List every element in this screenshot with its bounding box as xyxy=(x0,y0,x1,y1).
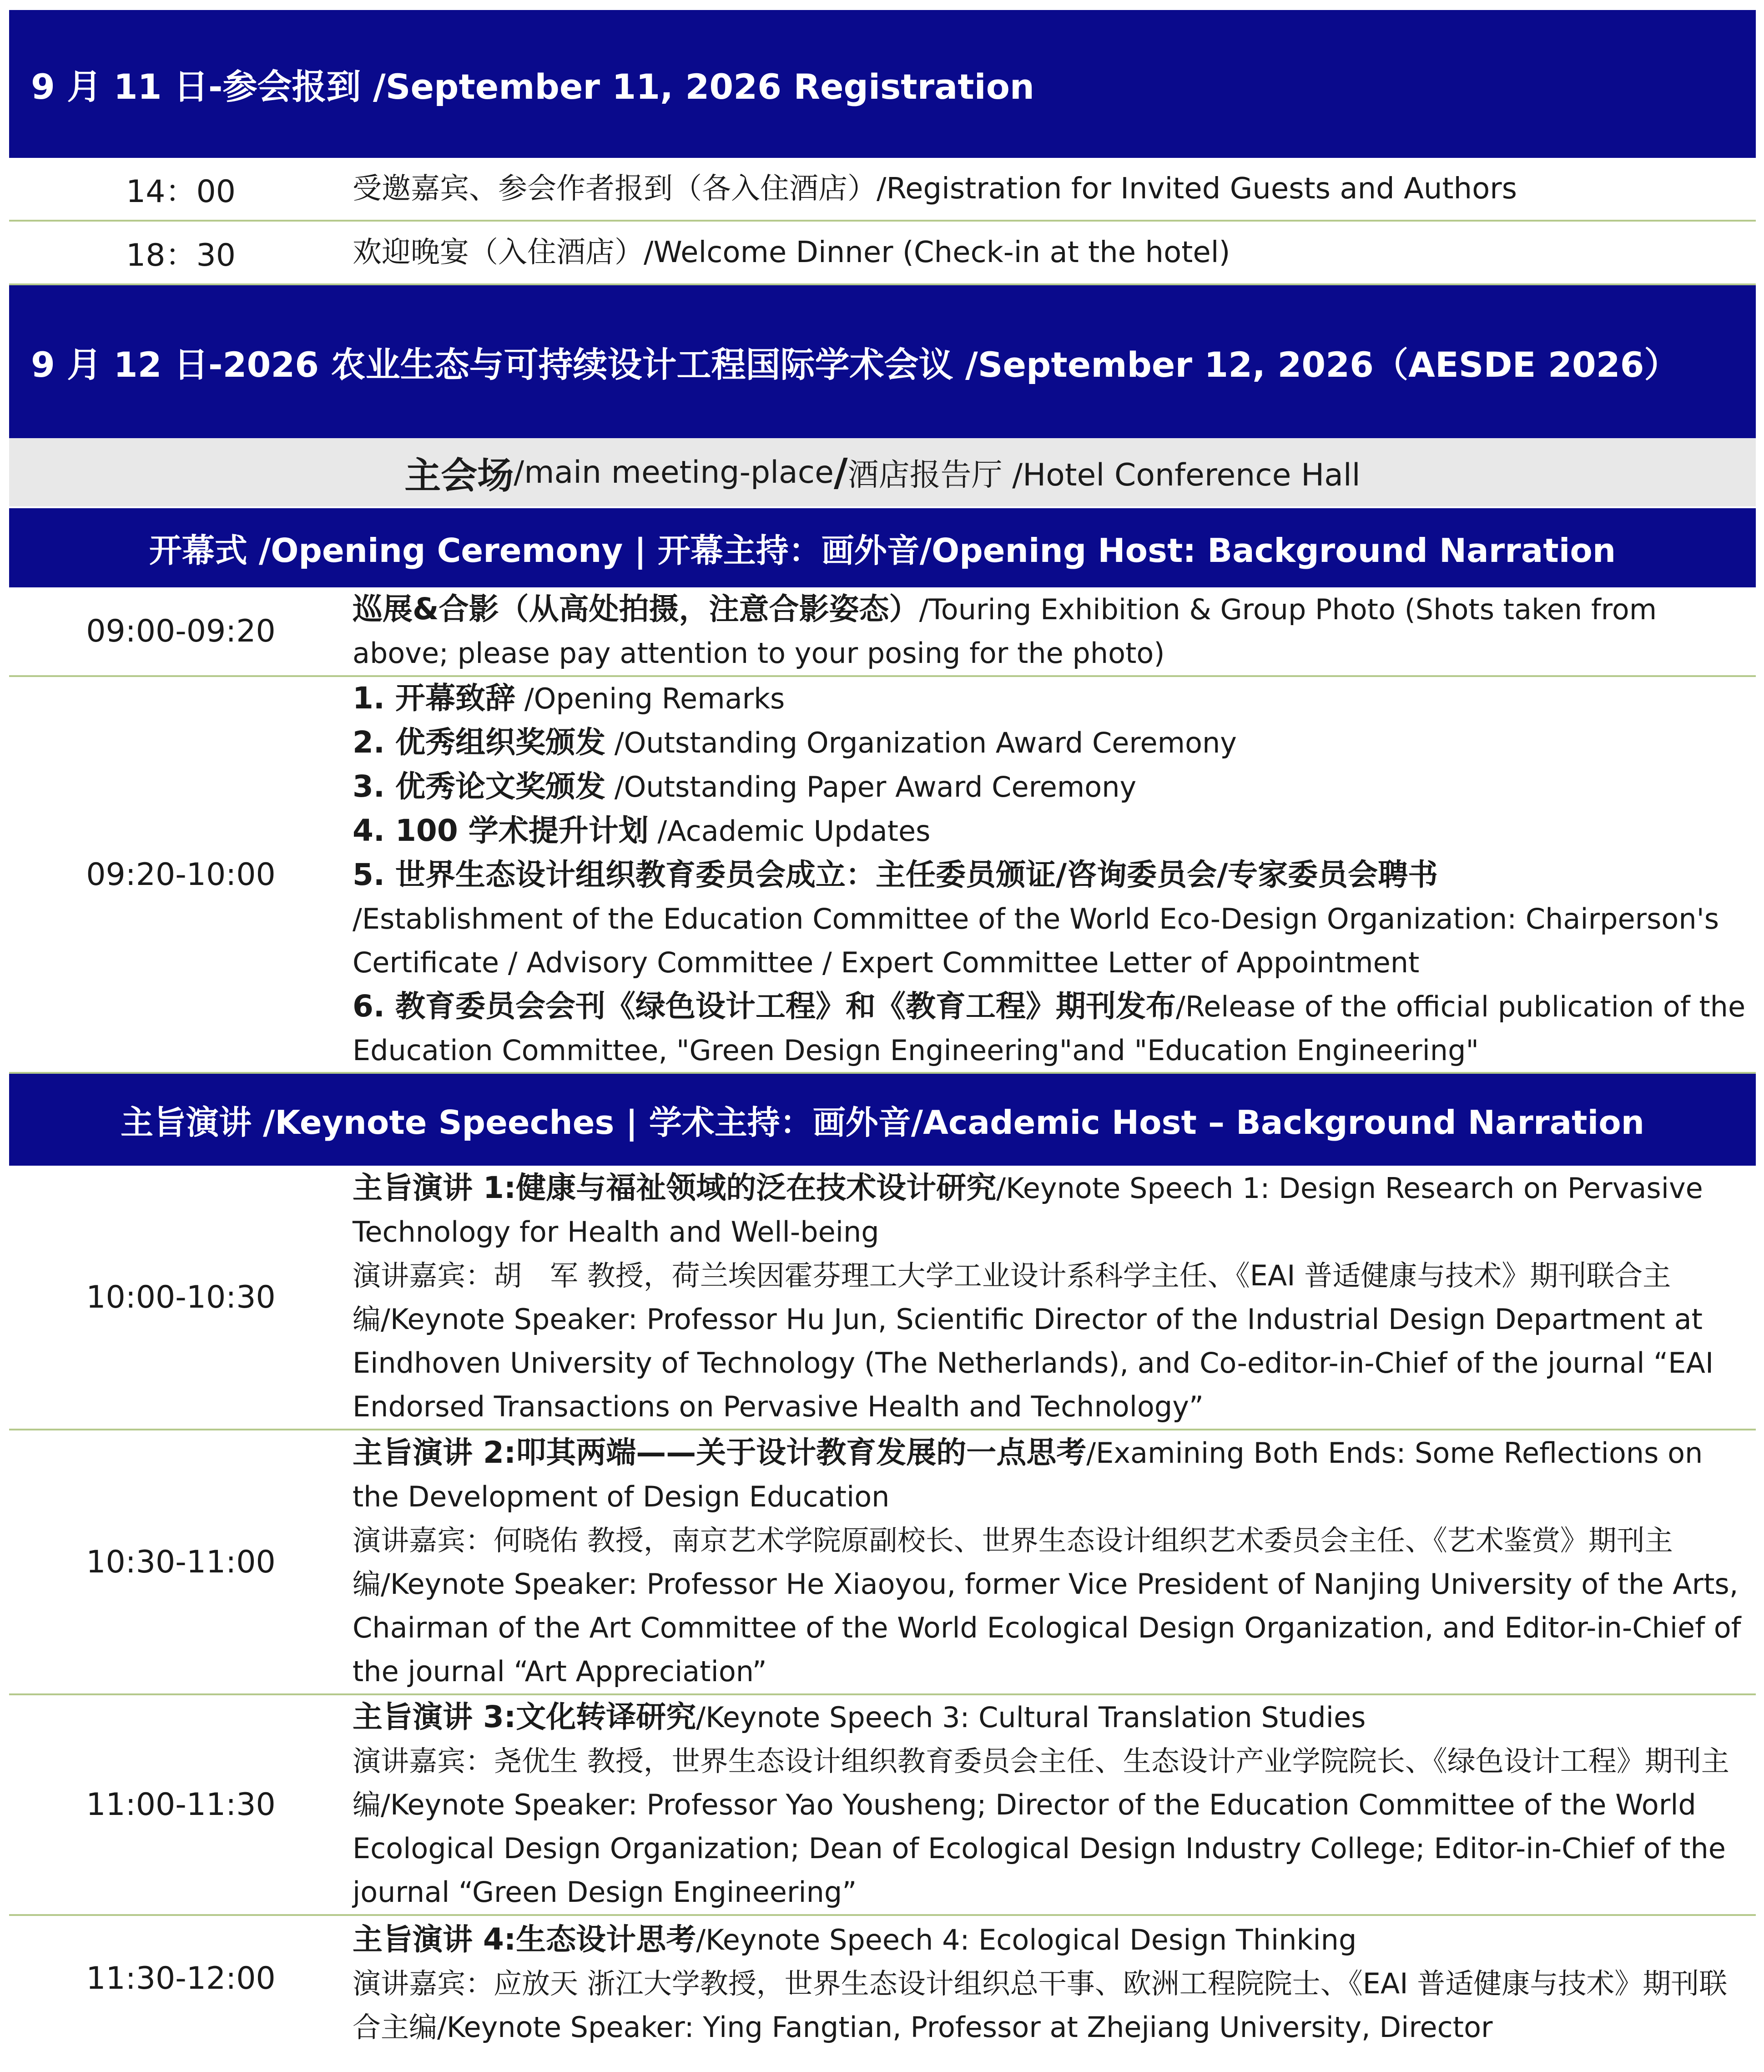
row-content: 欢迎晚宴（入住酒店）/Welcome Dinner (Check-in at the hotel) xyxy=(353,236,1230,269)
item-title: 2. 优秀组织奖颁发 xyxy=(353,725,605,760)
item-text: /Outstanding Organization Award Ceremony xyxy=(605,726,1237,759)
day2-header xyxy=(9,285,1756,438)
schedule-row xyxy=(9,158,1756,222)
row-time: 10:30-11:00 xyxy=(86,1544,276,1580)
schedule-row xyxy=(9,677,1756,1074)
row-content xyxy=(353,1431,1756,1693)
row-time: 11:30-12:00 xyxy=(86,1961,276,1996)
row-content xyxy=(353,1166,1756,1429)
opening-header-text: 开幕式 /Opening Ceremony | 开幕主持：画外音/Opening Host: Background Narration xyxy=(149,531,1616,570)
item-title: 3. 优秀论文奖颁发 xyxy=(353,769,605,804)
item-title: 1. 开幕致辞 xyxy=(353,681,515,716)
schedule-row xyxy=(9,222,1756,285)
list-item xyxy=(353,765,1747,809)
keynote-section-header xyxy=(9,1074,1756,1166)
venue-en: /main meeting-place xyxy=(514,454,834,490)
list-item xyxy=(353,809,1747,853)
row-content: 受邀嘉宾、参会作者报到（各入住酒店）/Registration for Invited Guests and Authors xyxy=(353,172,1517,206)
keynote-title: 主旨演讲 4:生态设计思考 xyxy=(353,1922,696,1957)
keynote-title: 主旨演讲 3:文化转译研究 xyxy=(353,1699,696,1734)
row-content xyxy=(353,1916,1756,2049)
list-item xyxy=(353,677,1747,721)
keynote-title-en: /Examining Both Ends: Some Reflections on the Development of Design Education xyxy=(353,1436,1703,1513)
venue-label: 主会场 xyxy=(404,454,514,497)
row-time: 14：00 xyxy=(126,173,236,210)
keynote-title: 主旨演讲 1:健康与福祉领域的泛在技术设计研究 xyxy=(353,1170,997,1205)
item-title: 4. 100 学术提升计划 xyxy=(353,813,649,848)
day1-header xyxy=(9,10,1756,158)
item-text: /Release of the official publication of the Education Committee, "Green Design Engineering"and "Education Engineering" xyxy=(353,990,1746,1067)
row-title-en: /Touring Exhibition & Group Photo (Shots taken from above; please pay attention to your posing for the photo) xyxy=(353,593,1657,670)
venue-location: 酒店报告厅 /Hotel Conference Hall xyxy=(847,457,1361,493)
keynote-title-en: /Keynote Speech 3: Cultural Translation Studies xyxy=(696,1701,1366,1734)
row-content xyxy=(353,1695,1756,1914)
schedule-row xyxy=(9,1916,1756,2052)
schedule-row xyxy=(9,1430,1756,1695)
venue-bar xyxy=(9,438,1756,508)
row-time: 11:00-11:30 xyxy=(86,1787,276,1823)
row-title: 巡展&合影（从高处拍摄，注意合影姿态） xyxy=(353,591,919,627)
keynote-speaker: 演讲嘉宾：何晓佑 教授，南京艺术学院原副校长、世界生态设计组织艺术委员会主任、《艺术鉴赏》期刊主编/Keynote Speaker: Professor He Xiaoyou, former Vice President of Nanjing University of the Arts, Chairman of the Art Committee of the World Ecological Design Organization, and Editor-in-Chief of the journal “Art Appreciation” xyxy=(353,1523,1741,1688)
day1-header-text: 9 月 11 日-参会报到 /September 11, 2026 Registration xyxy=(31,66,1035,107)
keynote-speaker: 演讲嘉宾：胡 军 教授，荷兰埃因霍芬理工大学工业设计系科学主任、《EAI 普适健康与技术》期刊联合主编/Keynote Speaker: Professor Hu Jun, Scientific Director of the Industrial Design Department at Eindhoven University of Technology (The Netherlands), and Co-editor-in-Chief of the journal “EAI Endorsed Transactions on Pervasive Health and Technology” xyxy=(353,1258,1714,1423)
keynote-header-text: 主旨演讲 /Keynote Speeches | 学术主持：画外音/Academic Host – Background Narration xyxy=(121,1103,1644,1142)
row-time: 10:00-10:30 xyxy=(86,1279,276,1315)
row-time: 09:00-09:20 xyxy=(86,613,276,649)
schedule-row xyxy=(9,1695,1756,1916)
list-item xyxy=(353,985,1747,1072)
opening-section-header xyxy=(9,508,1756,587)
item-title: 6. 教育委员会会刊《绿色设计工程》和《教育工程》期刊发布 xyxy=(353,989,1176,1024)
keynote-title-en: /Keynote Speech 1: Design Research on Pervasive Technology for Health and Well-being xyxy=(353,1171,1703,1248)
keynote-title: 主旨演讲 2:叩其两端——关于设计教育发展的一点思考 xyxy=(353,1435,1087,1470)
item-text: /Academic Updates xyxy=(648,814,931,848)
item-title: 5. 世界生态设计组织教育委员会成立：主任委员颁证/咨询委员会/专家委员会聘书 xyxy=(353,857,1438,892)
venue-slash: / xyxy=(833,450,848,495)
row-time: 18：30 xyxy=(126,237,236,273)
row-content xyxy=(353,677,1756,1072)
item-text: /Establishment of the Education Committee of the World Eco-Design Organization: Chairperson's Certificate / Advisory Committee / Expert Committee Letter of Appointment xyxy=(353,902,1719,979)
list-item xyxy=(353,853,1747,985)
agenda-page xyxy=(9,10,1756,2052)
schedule-row xyxy=(9,1166,1756,1430)
keynote-speaker: 演讲嘉宾：应放天 浙江大学教授，世界生态设计组织总干事、欧洲工程院院士、《EAI 普适健康与技术》期刊联合主编/Keynote Speaker: Ying Fangtian, Professor at Zhejiang University, Director xyxy=(353,1967,1728,2044)
row-content xyxy=(353,587,1756,675)
row-time: 09:20-10:00 xyxy=(86,856,276,893)
day2-header-text: 9 月 12 日-2026 农业生态与可持续设计工程国际学术会议 /September 12, 2026（AESDE 2026） xyxy=(31,344,1679,385)
item-text: /Opening Remarks xyxy=(515,682,785,715)
item-text: /Outstanding Paper Award Ceremony xyxy=(605,770,1137,804)
keynote-title-en: /Keynote Speech 4: Ecological Design Thinking xyxy=(696,1923,1357,1956)
keynote-speaker: 演讲嘉宾：尧优生 教授，世界生态设计组织教育委员会主任、生态设计产业学院院长、《绿色设计工程》期刊主编/Keynote Speaker: Professor Yao Yousheng; Director of the Education Committee of the World Ecological Design Organization; Dean of Ecological Design Industry College; Editor-in-Chief of the journal “Green Design Engineering” xyxy=(353,1744,1729,1909)
schedule-row xyxy=(9,587,1756,677)
list-item xyxy=(353,721,1747,765)
